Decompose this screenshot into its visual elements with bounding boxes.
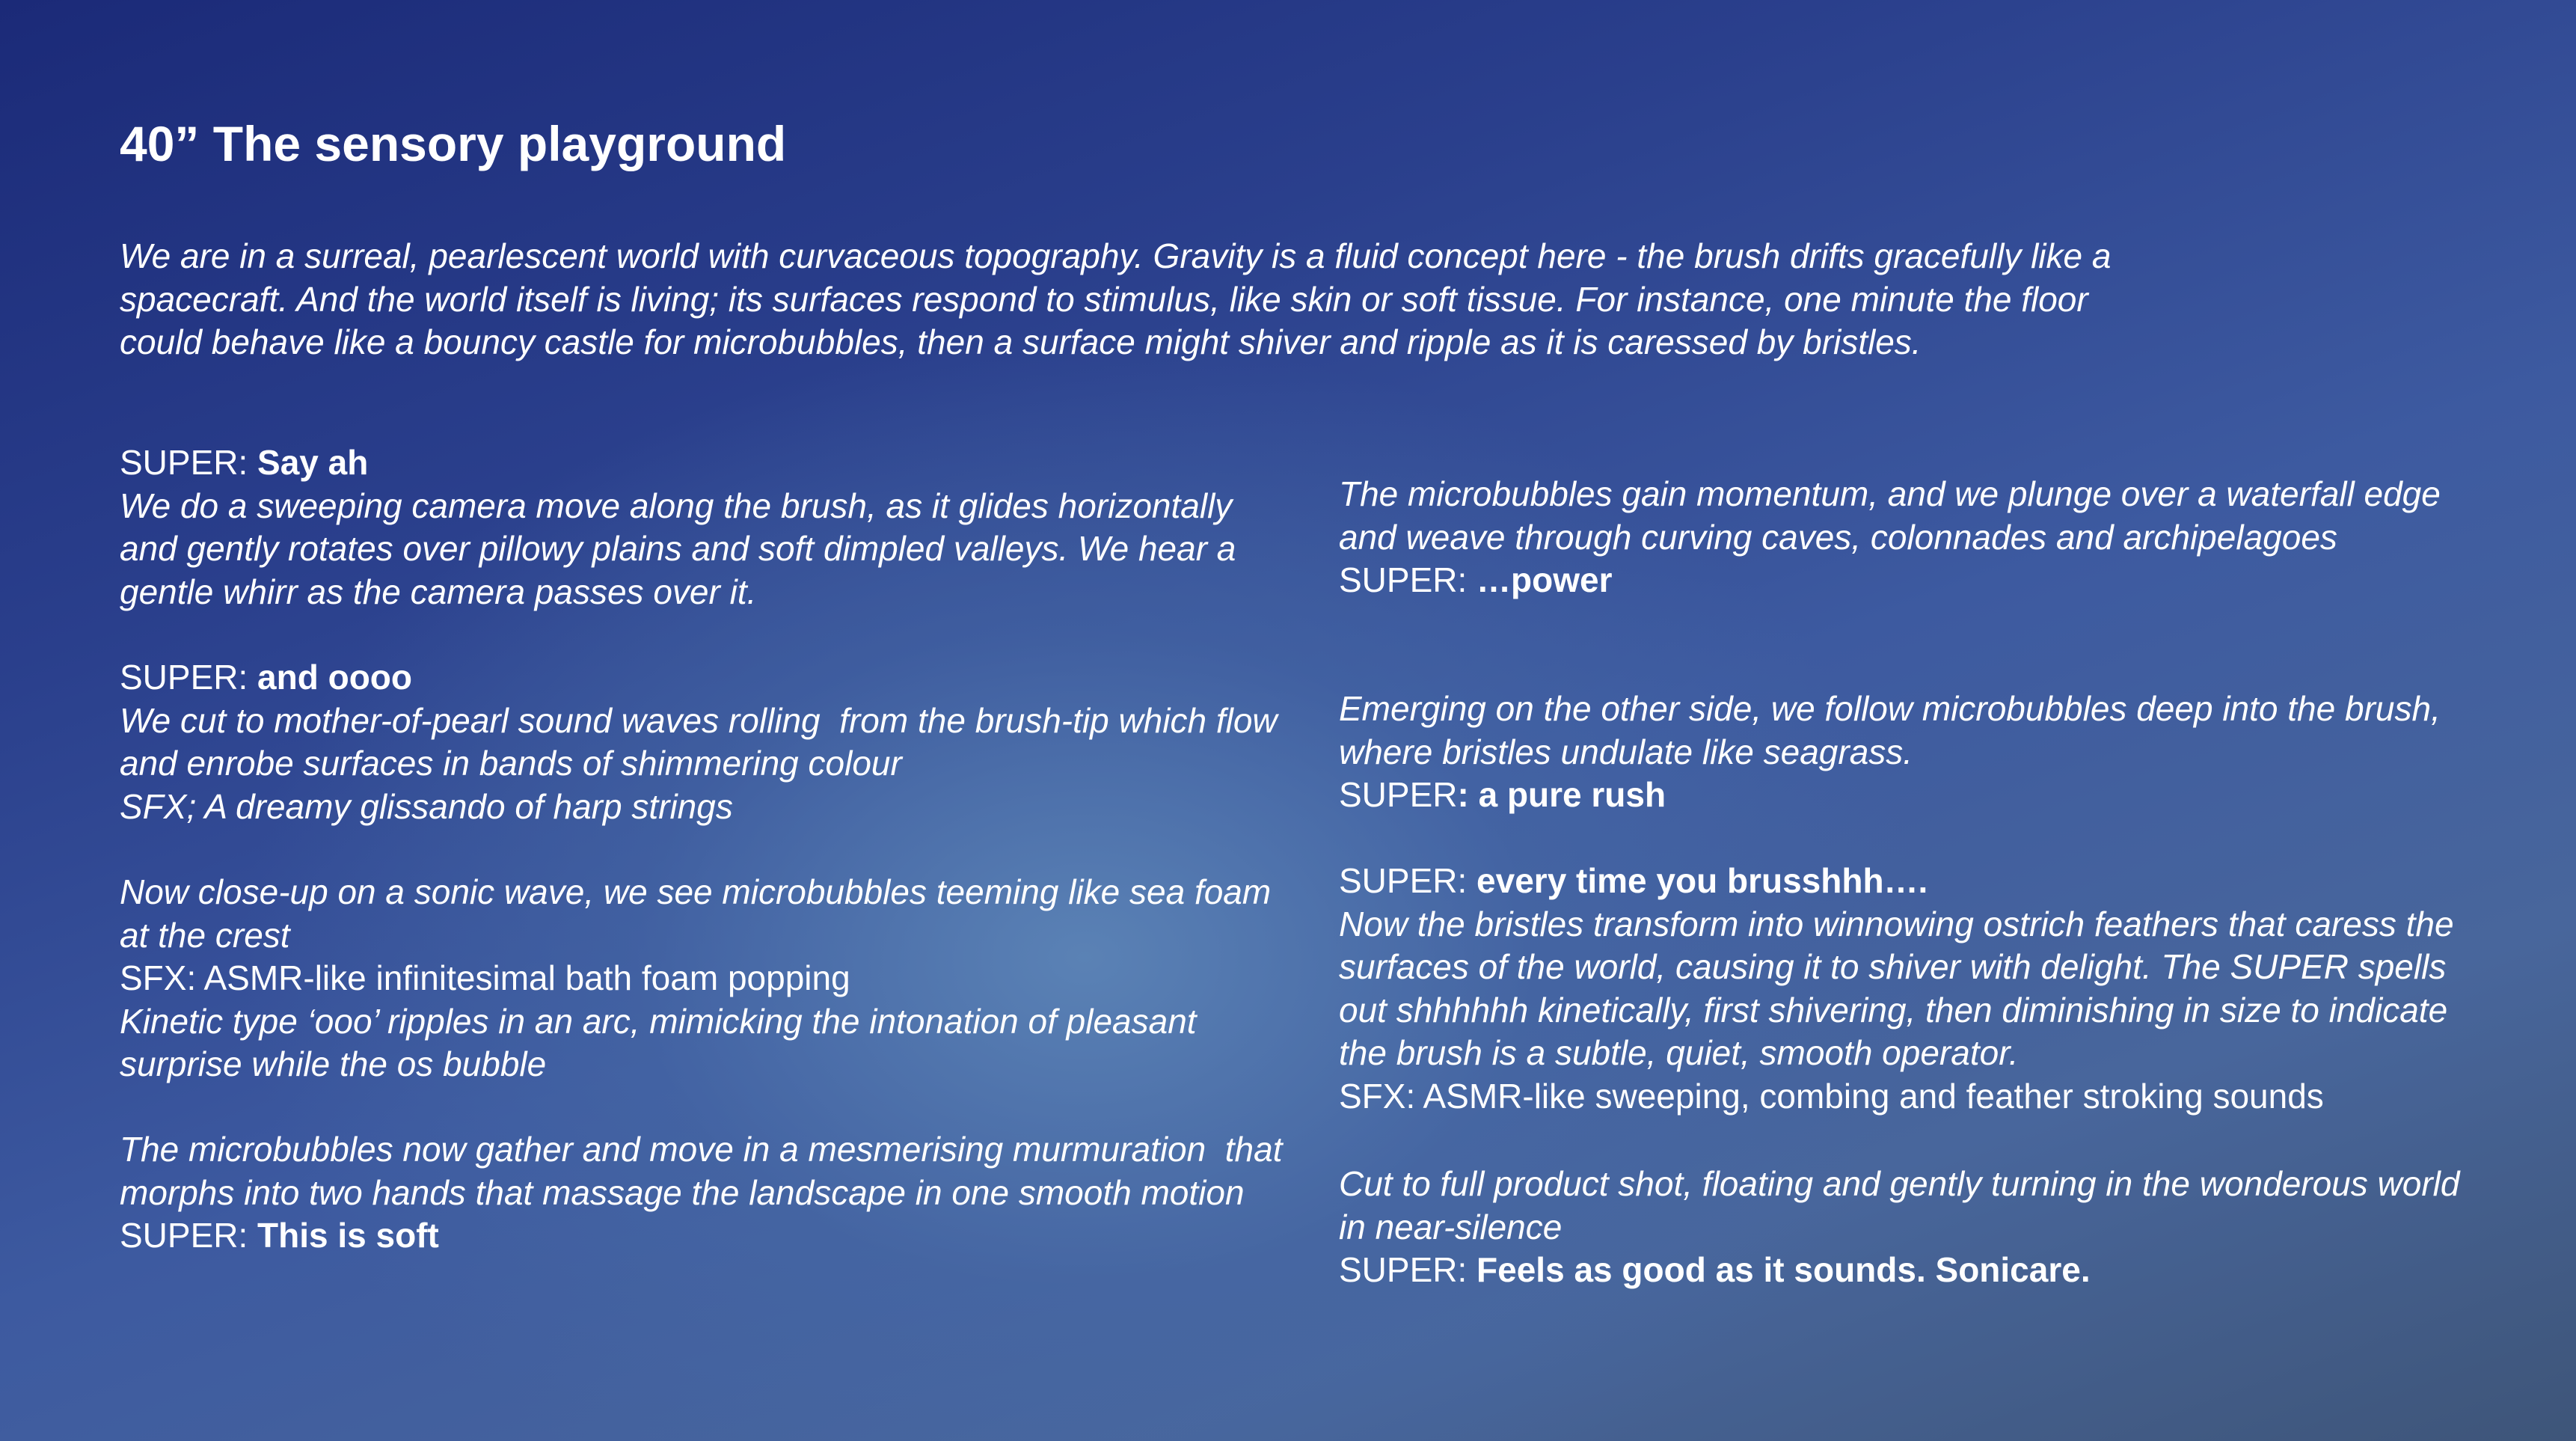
scene-description: The microbubbles now gather and move in a mesmerising murmuration that morphs into two hands that massage the landscape in one smooth motion [120, 1130, 1292, 1212]
scene-say-ah [120, 441, 1287, 614]
super-label: SUPER: [1339, 1250, 1477, 1289]
super-text: This is soft [257, 1216, 439, 1255]
super-label: SUPER [1339, 775, 1458, 814]
super-line [1339, 1249, 2491, 1292]
super-label: SUPER: [120, 1216, 258, 1255]
sfx-line: SFX: ASMR-like sweeping, combing and feather stroking sounds [1339, 1076, 2324, 1116]
super-label: SUPER: [120, 658, 258, 697]
super-line [1339, 559, 2491, 602]
super-line [1339, 860, 2491, 903]
super-label: SUPER: [1339, 560, 1477, 599]
scene-description: Cut to full product shot, floating and gently turning in the wonderous world in near-silence [1339, 1164, 2470, 1246]
scene-this-is-soft [120, 1128, 1292, 1258]
scene-pure-rush [1339, 688, 2491, 817]
super-text: and oooo [257, 658, 413, 697]
super-line [120, 1214, 1287, 1258]
super-line [120, 656, 1287, 700]
scene-power [1339, 473, 2491, 602]
scene-every-time [1339, 860, 2491, 1118]
scene-and-oooo [120, 656, 1287, 828]
super-line [1339, 774, 2491, 817]
scene-description: The microbubbles gain momentum, and we plunge over a waterfall edge and weave through curving caves, colonnades and archipelagoes [1339, 474, 2450, 557]
intro-paragraph: We are in a surreal, pearlescent world with curvaceous topography. Gravity is a fluid concept here - the brush drifts gracefully like a spacecraft. And the world itself is living; its surfaces respond to stimulus, like skin or soft tissue. For instance, one minute the floor could behave like a bouncy castle for microbubbles, then a surface might shiver and ripple as it is caressed by bristles. [120, 236, 2112, 361]
super-text: Say ah [257, 443, 369, 482]
scene-product-shot [1339, 1163, 2491, 1292]
slide-title: 40” The sensory playground [120, 116, 787, 171]
sfx-line: SFX; A dreamy glissando of harp strings [120, 786, 733, 826]
scene-description: Now the bristles transform into winnowing ostrich feathers that caress the surfaces of the world, causing it to shiver with delight. The SUPER spells out shhhhhh kinetically, first shivering, then diminishing in size to indicate the brush is a subtle, quiet, smooth operator. [1339, 904, 2464, 1072]
super-text: every time you brusshhh…. [1476, 861, 1928, 900]
scene-description: We do a sweeping camera move along the brush, as it glides horizontally and gently rotates over pillowy plains and soft dimpled valleys. We hear a gentle whirr as the camera passes over it. [120, 486, 1246, 611]
super-label: SUPER: [1339, 861, 1477, 900]
scene-sonic-wave [120, 871, 1287, 1086]
sfx-line: SFX: ASMR-like infinitesimal bath foam popping [120, 958, 850, 997]
scene-description: Now close-up on a sonic wave, we see microbubbles teeming like sea foam at the crest [120, 872, 1281, 955]
super-line [120, 441, 1287, 485]
super-text: : a pure rush [1457, 775, 1666, 814]
super-label: SUPER: [120, 443, 258, 482]
scene-description: We cut to mother-of-pearl sound waves rolling from the brush-tip which flow and enrobe surfaces in bands of shimmering colour [120, 700, 1287, 783]
scene-description: Emerging on the other side, we follow microbubbles deep into the brush, where bristles undulate like seagrass. [1339, 689, 2450, 771]
super-text: …power [1476, 560, 1613, 599]
scene-description-kinetic: Kinetic type ‘ooo’ ripples in an arc, mimicking the intonation of pleasant surprise while the os bubble [120, 1001, 1206, 1083]
super-text: Feels as good as it sounds. Sonicare. [1476, 1250, 2091, 1289]
